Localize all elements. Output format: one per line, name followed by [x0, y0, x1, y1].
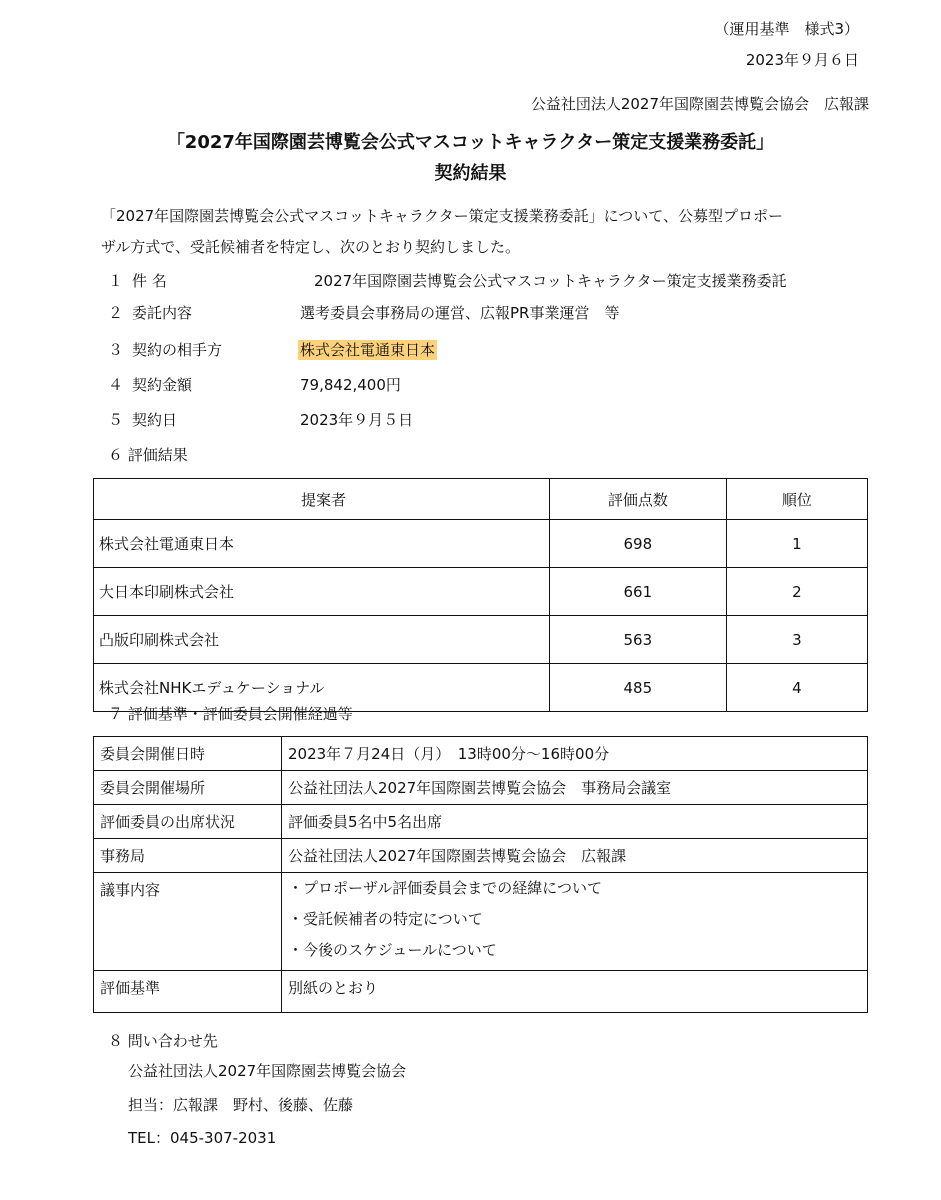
table-row — [94, 737, 868, 771]
proposer-name: 株式会社NHKエデュケーショナル — [94, 664, 550, 712]
proposer-rank: 1 — [726, 520, 867, 568]
evaluation-heading: ６ 評価結果 — [108, 446, 188, 464]
criteria-key: 委員会開催日時 — [94, 737, 282, 771]
proposer-rank: 3 — [726, 616, 867, 664]
item-number: ４ — [108, 376, 124, 394]
proposer-rank: 2 — [726, 568, 867, 616]
issue-date: 2023年９月６日 — [745, 51, 859, 69]
proposer-score: 698 — [549, 520, 726, 568]
table-row — [94, 771, 868, 805]
table-row — [94, 520, 868, 568]
proposer-score: 661 — [549, 568, 726, 616]
criteria-key-standard: 評価基準 — [94, 971, 282, 1013]
table-row — [94, 873, 868, 971]
item-value-amount: 79,842,400円 — [300, 376, 401, 394]
proposer-rank: 4 — [726, 664, 867, 712]
column-header-proposer: 提案者 — [94, 479, 550, 520]
criteria-key: 委員会開催場所 — [94, 771, 282, 805]
table-row — [94, 616, 868, 664]
proposer-name: 株式会社電通東日本 — [94, 520, 550, 568]
criteria-key-agenda: 議事内容 — [94, 873, 282, 971]
criteria-value: 2023年７月24日（月） 13時00分～16時00分 — [282, 737, 868, 771]
criteria-heading: ７ 評価基準・評価委員会開催経過等 — [108, 705, 353, 723]
agenda-list — [282, 873, 868, 971]
criteria-value: 公益社団法人2027年国際園芸博覧会協会 事務局会議室 — [282, 771, 868, 805]
item-value-date: 2023年９月５日 — [300, 411, 414, 429]
table-header-row — [94, 479, 868, 520]
page-subtitle: 契約結果 — [434, 163, 507, 184]
intro-line-1: 「2027年国際園芸博覧会公式マスコットキャラクター策定支援業務委託」について、公募型プロポー — [101, 207, 783, 225]
item-value-subject: 2027年国際園芸博覧会公式マスコットキャラクター策定支援業務委託 — [314, 272, 787, 290]
proposer-score: 563 — [549, 616, 726, 664]
contact-organization: 公益社団法人2027年国際園芸博覧会協会 — [128, 1062, 407, 1080]
item-label-content: 委託内容 — [132, 304, 193, 322]
table-row — [94, 839, 868, 873]
proposer-name: 大日本印刷株式会社 — [94, 568, 550, 616]
proposer-score: 485 — [549, 664, 726, 712]
proposer-name: 凸版印刷株式会社 — [94, 616, 550, 664]
form-label: （運用基準 様式3） — [714, 20, 859, 38]
item-number: ５ — [108, 411, 124, 429]
intro-line-2: ザル方式で、受託候補者を特定し、次のとおり契約しました。 — [101, 238, 520, 256]
item-number: ３ — [108, 341, 124, 359]
contact-phone: TEL：045-307-2031 — [128, 1129, 277, 1147]
column-header-rank: 順位 — [726, 479, 867, 520]
evaluation-table — [93, 478, 868, 712]
item-label-contractor: 契約の相手方 — [132, 341, 223, 359]
page-title: 「2027年国際園芸博覧会公式マスコットキャラクター策定支援業務委託」 — [166, 132, 775, 153]
table-row — [94, 805, 868, 839]
issuer: 公益社団法人2027年国際園芸博覧会協会 広報課 — [530, 95, 869, 113]
table-row — [94, 568, 868, 616]
item-value-content: 選考委員会事務局の運営、広報PR事業運営 等 — [300, 304, 620, 322]
criteria-value: 公益社団法人2027年国際園芸博覧会協会 広報課 — [282, 839, 868, 873]
criteria-key: 評価委員の出席状況 — [94, 805, 282, 839]
column-header-score: 評価点数 — [549, 479, 726, 520]
item-label-date: 契約日 — [132, 411, 178, 429]
item-number: ２ — [108, 304, 124, 322]
item-label-subject: 件 名 — [132, 272, 167, 290]
criteria-value-standard: 別紙のとおり — [282, 971, 868, 1013]
list-item: ・プロポーザル評価委員会までの経緯について — [288, 879, 602, 897]
contact-person: 担当：広報課 野村、後藤、佐藤 — [128, 1096, 354, 1114]
criteria-value: 評価委員5名中5名出席 — [282, 805, 868, 839]
list-item: ・今後のスケジュールについて — [288, 941, 497, 959]
item-label-amount: 契約金額 — [132, 376, 193, 394]
list-item: ・受託候補者の特定について — [288, 910, 483, 928]
item-value-contractor: 株式会社電通東日本 — [300, 341, 436, 359]
criteria-table — [93, 736, 868, 1013]
item-number: １ — [108, 272, 124, 290]
contact-heading: ８ 問い合わせ先 — [108, 1032, 218, 1050]
table-row — [94, 971, 868, 1013]
criteria-key: 事務局 — [94, 839, 282, 873]
